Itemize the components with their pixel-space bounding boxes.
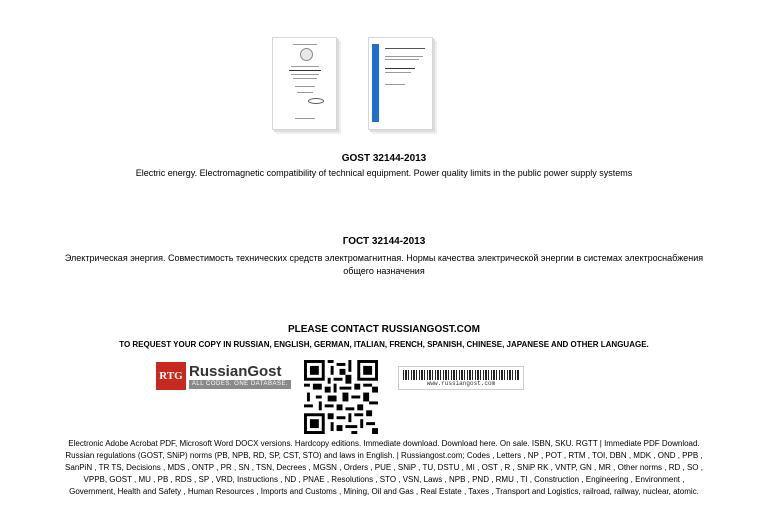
english-standard-cover	[368, 37, 433, 130]
russian-title: ГОСТ 32144-2013	[342, 236, 426, 247]
contact-heading: PLEASE CONTACT RUSSIANGOST.COM	[287, 324, 481, 335]
barcode[interactable]	[398, 366, 524, 390]
cover-stripe	[372, 44, 379, 122]
logo-mark: RTG	[156, 362, 186, 390]
barcode-url: www.russiangost.com	[426, 380, 496, 387]
stamp-icon	[308, 98, 324, 104]
footer-text: Electronic Adobe Acrobat PDF, Microsoft Word DOCX versions. Hardcopy editions. Immediate download. Download here. On sale. ISBN, SKU. RGTT | Immediate PDF Download. Russian regulations (GOST, SNiP) norms (PB, NPB, RD, SP, CST, STO) and laws in English. | Russiangost.com; Codes , Letters , NP , POT , RTM , TOI, DBN , MDK , OND , PPB , SanPiN , TR TS, Decisions , MDS , ONTP , PR , SN , TSN, Decrees , MGSN , Orders , PUE , SNiP , TU, DSTU , MI , OST , R , SNiP RK , VNTP, GN , MR , Other norms , RD , SO , VPPB, GOST , MU , PB , RDS , SP , VRD, Instructions , ND , PNAE , Resolutions , STO , VSN, Laws , NPB , PND , RMU , TI , Construction , Engineering , Environment , Government, Health and Safety , Human Resources , Imports and Customs , Mining, Oil and Gas , Real Estate , Taxes , Transport and Logistics, railroad, railway, nuclear, atomic.	[65, 439, 703, 496]
russian-standard-cover	[272, 37, 337, 130]
emblem-icon	[300, 48, 313, 61]
qr-code-icon[interactable]	[304, 360, 378, 434]
request-text: TO REQUEST YOUR COPY IN RUSSIAN, ENGLISH, GERMAN, ITALIAN, FRENCH, SPANISH, CHINESE, JAPANESE AND OTHER LANGUAGE.	[119, 340, 649, 349]
logo-tagline: ALL CODES. ONE DATABASE.	[189, 380, 291, 389]
english-title: GOST 32144-2013	[341, 153, 427, 164]
russiangost-logo[interactable]	[156, 362, 292, 390]
english-description: Electric energy. Electromagnetic compatibility of technical equipment. Power quality limits in the public power supply systems	[135, 168, 633, 178]
barcode-bars	[403, 370, 519, 380]
russian-description: Электрическая энергия. Совместимость технических средств электромагнитная. Нормы качества электрической энергии в системах электроснабжения общего назначения	[64, 253, 704, 276]
logo-name: RussianGost	[189, 363, 282, 380]
